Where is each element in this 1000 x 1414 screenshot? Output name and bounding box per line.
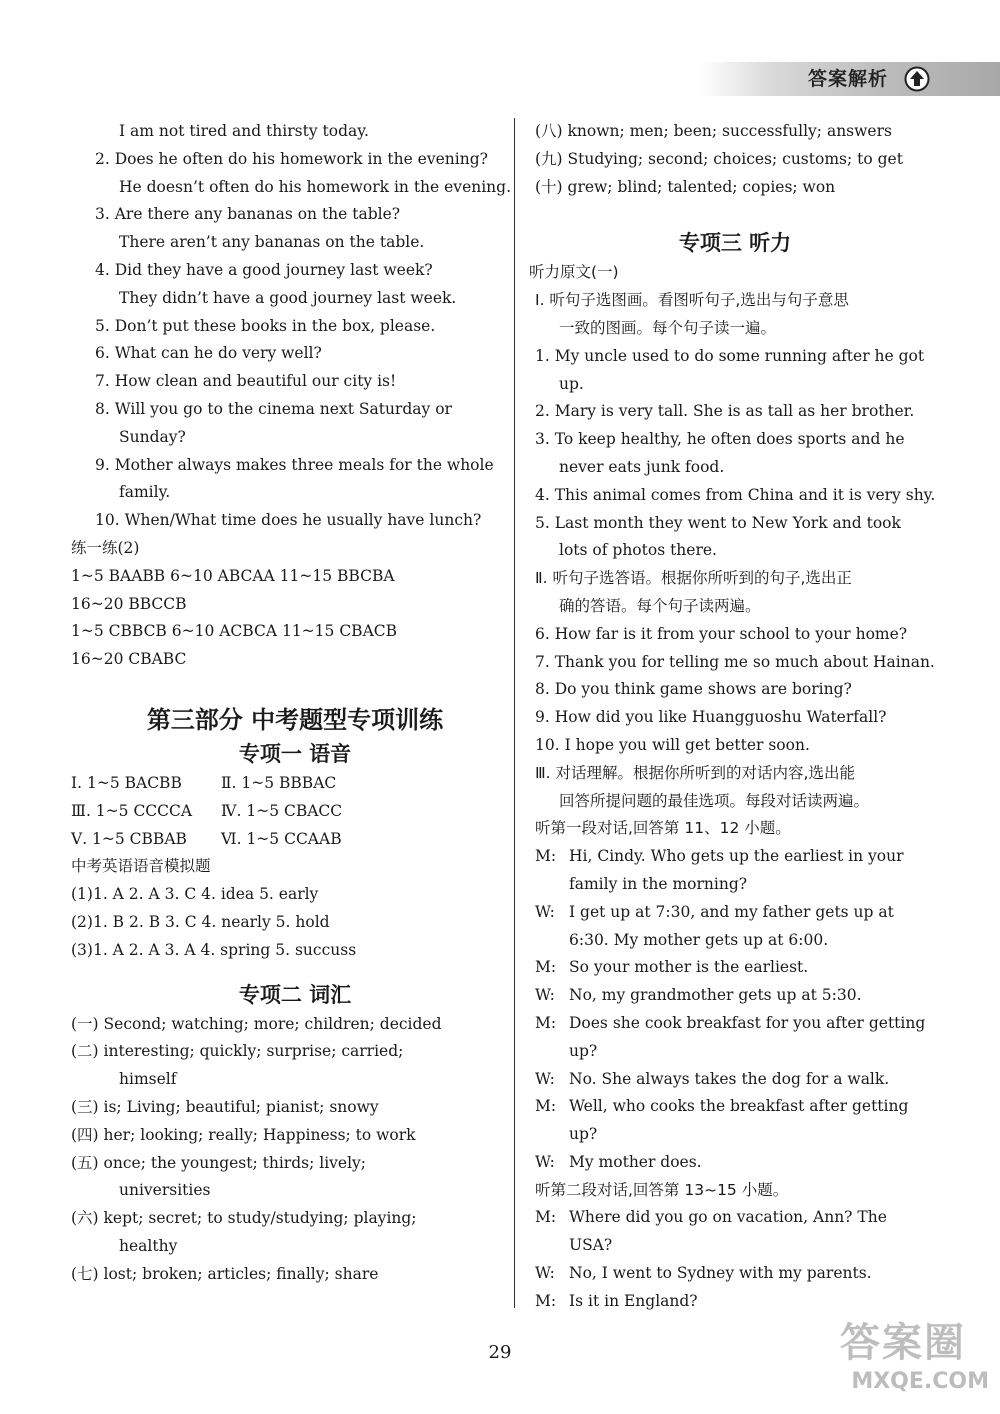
dialog-text: No, my grandmother gets up at 5:30. [569,986,862,1005]
dialog-text: Is it in England? [569,1291,698,1310]
phonetics-answer: Ⅴ. 1~5 CBBAB [71,829,187,848]
exercise-heading: 练一练(2) [71,538,140,557]
left-column [71,118,512,1288]
dialog-line [535,1149,935,1177]
vocab-line: (四) her; looking; really; Happiness; to work [71,1125,416,1144]
speaker-label [535,871,569,899]
dialog-line [535,899,935,927]
listening-line: never eats junk food. [559,457,725,476]
answer-line: He doesn’t often do his homework in the evening. [119,177,512,196]
dialog-heading: 听第二段对话,回答第 13~15 小题。 [535,1180,789,1199]
dialog-text: family in the morning? [569,874,748,893]
dialog-line [535,1038,935,1066]
mock-answer-line: (2)1. B 2. B 3. C 4. nearly 5. hold [71,912,330,931]
vocab-line: (六) kept; secret; to study/studying; playing; [71,1209,417,1228]
part-title: 第三部分 中考题型专项训练 [146,705,444,734]
answer-key-line: 1~5 BAABB 6~10 ABCAA 11~15 BBCBA [71,566,395,585]
speaker-label: W: [535,902,555,921]
speaker-label: W: [535,1264,555,1283]
vocab-line: healthy [119,1236,178,1255]
dialog-line [535,1232,935,1260]
dialog-line [535,1204,935,1232]
dialog-text: up? [569,1041,598,1060]
dialog-text: My mother does. [569,1152,702,1171]
answer-key-line: 16~20 BBCCB [71,594,187,613]
phonetics-answer: Ⅳ. 1~5 CBACC [221,801,343,820]
dialog-text: No, I went to Sydney with my parents. [569,1264,872,1283]
speaker-label: M: [535,847,557,866]
answer-key-line: 16~20 CBABC [71,650,187,669]
phonetics-row [71,798,495,826]
watermark-sub: MXQE.COM [851,1369,989,1394]
up-arrow-icon [904,66,930,92]
dialog-text: 6:30. My mother gets up at 6:00. [569,930,829,949]
answer-line: They didn’t have a good journey last week. [119,288,457,307]
dialog-line [535,1066,935,1094]
dialog-text: Hi, Cindy. Who gets up the earliest in your [569,847,904,866]
answer-line: 4. Did they have a good journey last week? [95,260,433,279]
watermark-main: 答案圈 [840,1320,966,1366]
listening-line: 10. I hope you will get better soon. [535,735,810,754]
dialog-line [535,927,935,955]
listening-line: 5. Last month they went to New York and took [535,513,901,532]
dialog-text: Well, who cooks the breakfast after getting [569,1097,909,1116]
listening-line: 3. To keep healthy, he often does sports and he [535,430,905,449]
section-title-vocabulary: 专项二 词汇 [238,982,352,1007]
phonetics-row [71,770,495,798]
listening-instruction: Ⅲ. 对话理解。根据你所听到的对话内容,选出能 [535,763,855,782]
dialog-line [535,954,935,982]
watermark-logo [840,1318,995,1410]
listening-line: lots of photos there. [559,541,717,560]
dialog-line [535,1010,935,1038]
answer-line: 2. Does he often do his homework in the evening? [95,149,488,168]
dialog-line [535,1288,935,1316]
section-title-listening: 专项三 听力 [678,231,792,256]
answer-line: I am not tired and thirsty today. [119,122,369,140]
vocab-line: himself [119,1070,177,1089]
listening-heading: 听力原文(一) [529,263,619,282]
dialog-text: No. She always takes the dog for a walk. [569,1069,890,1088]
speaker-label [535,1232,569,1260]
section-title-phonetics: 专项一 语音 [238,741,352,766]
dialog-line [535,1093,935,1121]
speaker-label: M: [535,1013,557,1032]
answer-line: family. [119,483,171,502]
dialog-line [535,1260,935,1288]
speaker-label [535,1121,569,1149]
vocab-line: (十) grew; blind; talented; copies; won [535,177,836,196]
dialog-line [535,982,935,1010]
listening-instruction: 确的答语。每个句子读两遍。 [559,596,761,615]
mock-answer-line: (3)1. A 2. A 3. A 4. spring 5. succuss [71,940,357,959]
dialog-heading: 听第一段对话,回答第 11、12 小题。 [535,819,791,838]
answer-line: 3. Are there any bananas on the table? [95,205,401,224]
mock-exam-heading: 中考英语语音模拟题 [71,857,211,876]
listening-line: 1. My uncle used to do some running after he got [535,346,925,365]
answer-key-line: 1~5 CBBCB 6~10 ACBCA 11~15 CBACB [71,622,398,641]
listening-instruction: 回答所提问题的最佳选项。每段对话读两遍。 [559,791,870,810]
speaker-label: M: [535,958,557,977]
mock-answer-line: (1)1. A 2. A 3. C 4. idea 5. early [71,885,319,904]
vocab-line: (五) once; the youngest; thirds; lively; [71,1153,367,1172]
answer-line: 7. How clean and beautiful our city is! [95,372,397,391]
vocab-line: (一) Second; watching; more; children; decided [71,1014,442,1033]
dialog-line [535,843,935,871]
phonetics-row [71,826,495,854]
speaker-label: M: [535,1291,557,1310]
right-column [529,118,936,1316]
dialog-line [535,871,935,899]
answer-line: 9. Mother always makes three meals for the whole [95,455,494,474]
vocab-line: universities [119,1181,211,1200]
listening-line: 4. This animal comes from China and it is very shy. [535,485,936,504]
dialog-line [535,1121,935,1149]
phonetics-answer: Ⅰ. 1~5 BACBB [71,773,182,792]
answer-line: 5. Don’t put these books in the box, please. [95,316,436,335]
answer-line: 6. What can he do very well? [95,344,322,363]
vocab-line: (九) Studying; second; choices; customs; to get [535,149,903,168]
listening-line: 6. How far is it from your school to your home? [535,624,908,643]
dialog-text: Does she cook breakfast for you after getting [569,1013,926,1032]
listening-instruction: Ⅰ. 听句子选图画。看图听句子,选出与句子意思 [535,291,849,310]
listening-line: up. [559,374,584,393]
speaker-label: M: [535,1208,557,1227]
dialog-text: USA? [569,1236,613,1255]
phonetics-answer: Ⅱ. 1~5 BBBAC [221,773,337,792]
answer-line: Sunday? [119,427,186,446]
speaker-label [535,927,569,955]
speaker-label: M: [535,1097,557,1116]
dialog-text: So your mother is the earliest. [569,958,809,977]
dialog-text: up? [569,1125,598,1144]
listening-instruction: 一致的图画。每个句子读一遍。 [559,318,777,337]
answer-line: 10. When/What time does he usually have lunch? [95,511,482,530]
speaker-label: W: [535,1069,555,1088]
listening-line: 7. Thank you for telling me so much about Hainan. [535,652,935,671]
speaker-label: W: [535,986,555,1005]
vocab-line: (三) is; Living; beautiful; pianist; snowy [71,1097,379,1116]
speaker-label: W: [535,1152,555,1171]
phonetics-answer: Ⅲ. 1~5 CCCCA [71,801,193,820]
speaker-label [535,1038,569,1066]
phonetics-answer: Ⅵ. 1~5 CCAAB [221,829,342,848]
header-title: 答案解析 [808,68,889,90]
vocab-line: (八) known; men; been; successfully; answers [535,122,892,140]
listening-line: 9. How did you like Huangguoshu Waterfall? [535,708,887,727]
answer-line: 8. Will you go to the cinema next Saturday or [95,399,452,418]
listening-line: 8. Do you think game shows are boring? [535,680,852,699]
vocab-line: (七) lost; broken; articles; finally; share [71,1264,379,1283]
answer-line: There aren’t any bananas on the table. [119,233,425,252]
listening-instruction: Ⅱ. 听句子选答语。根据你所听到的句子,选出正 [535,569,852,588]
dialog-text: Where did you go on vacation, Ann? The [569,1208,887,1227]
column-divider [514,118,515,1308]
dialog-text: I get up at 7:30, and my father gets up at [569,902,894,921]
vocab-line: (二) interesting; quickly; surprise; carried; [71,1042,404,1061]
page-number: 29 [488,1342,512,1363]
listening-line: 2. Mary is very tall. She is as tall as her brother. [535,402,915,421]
